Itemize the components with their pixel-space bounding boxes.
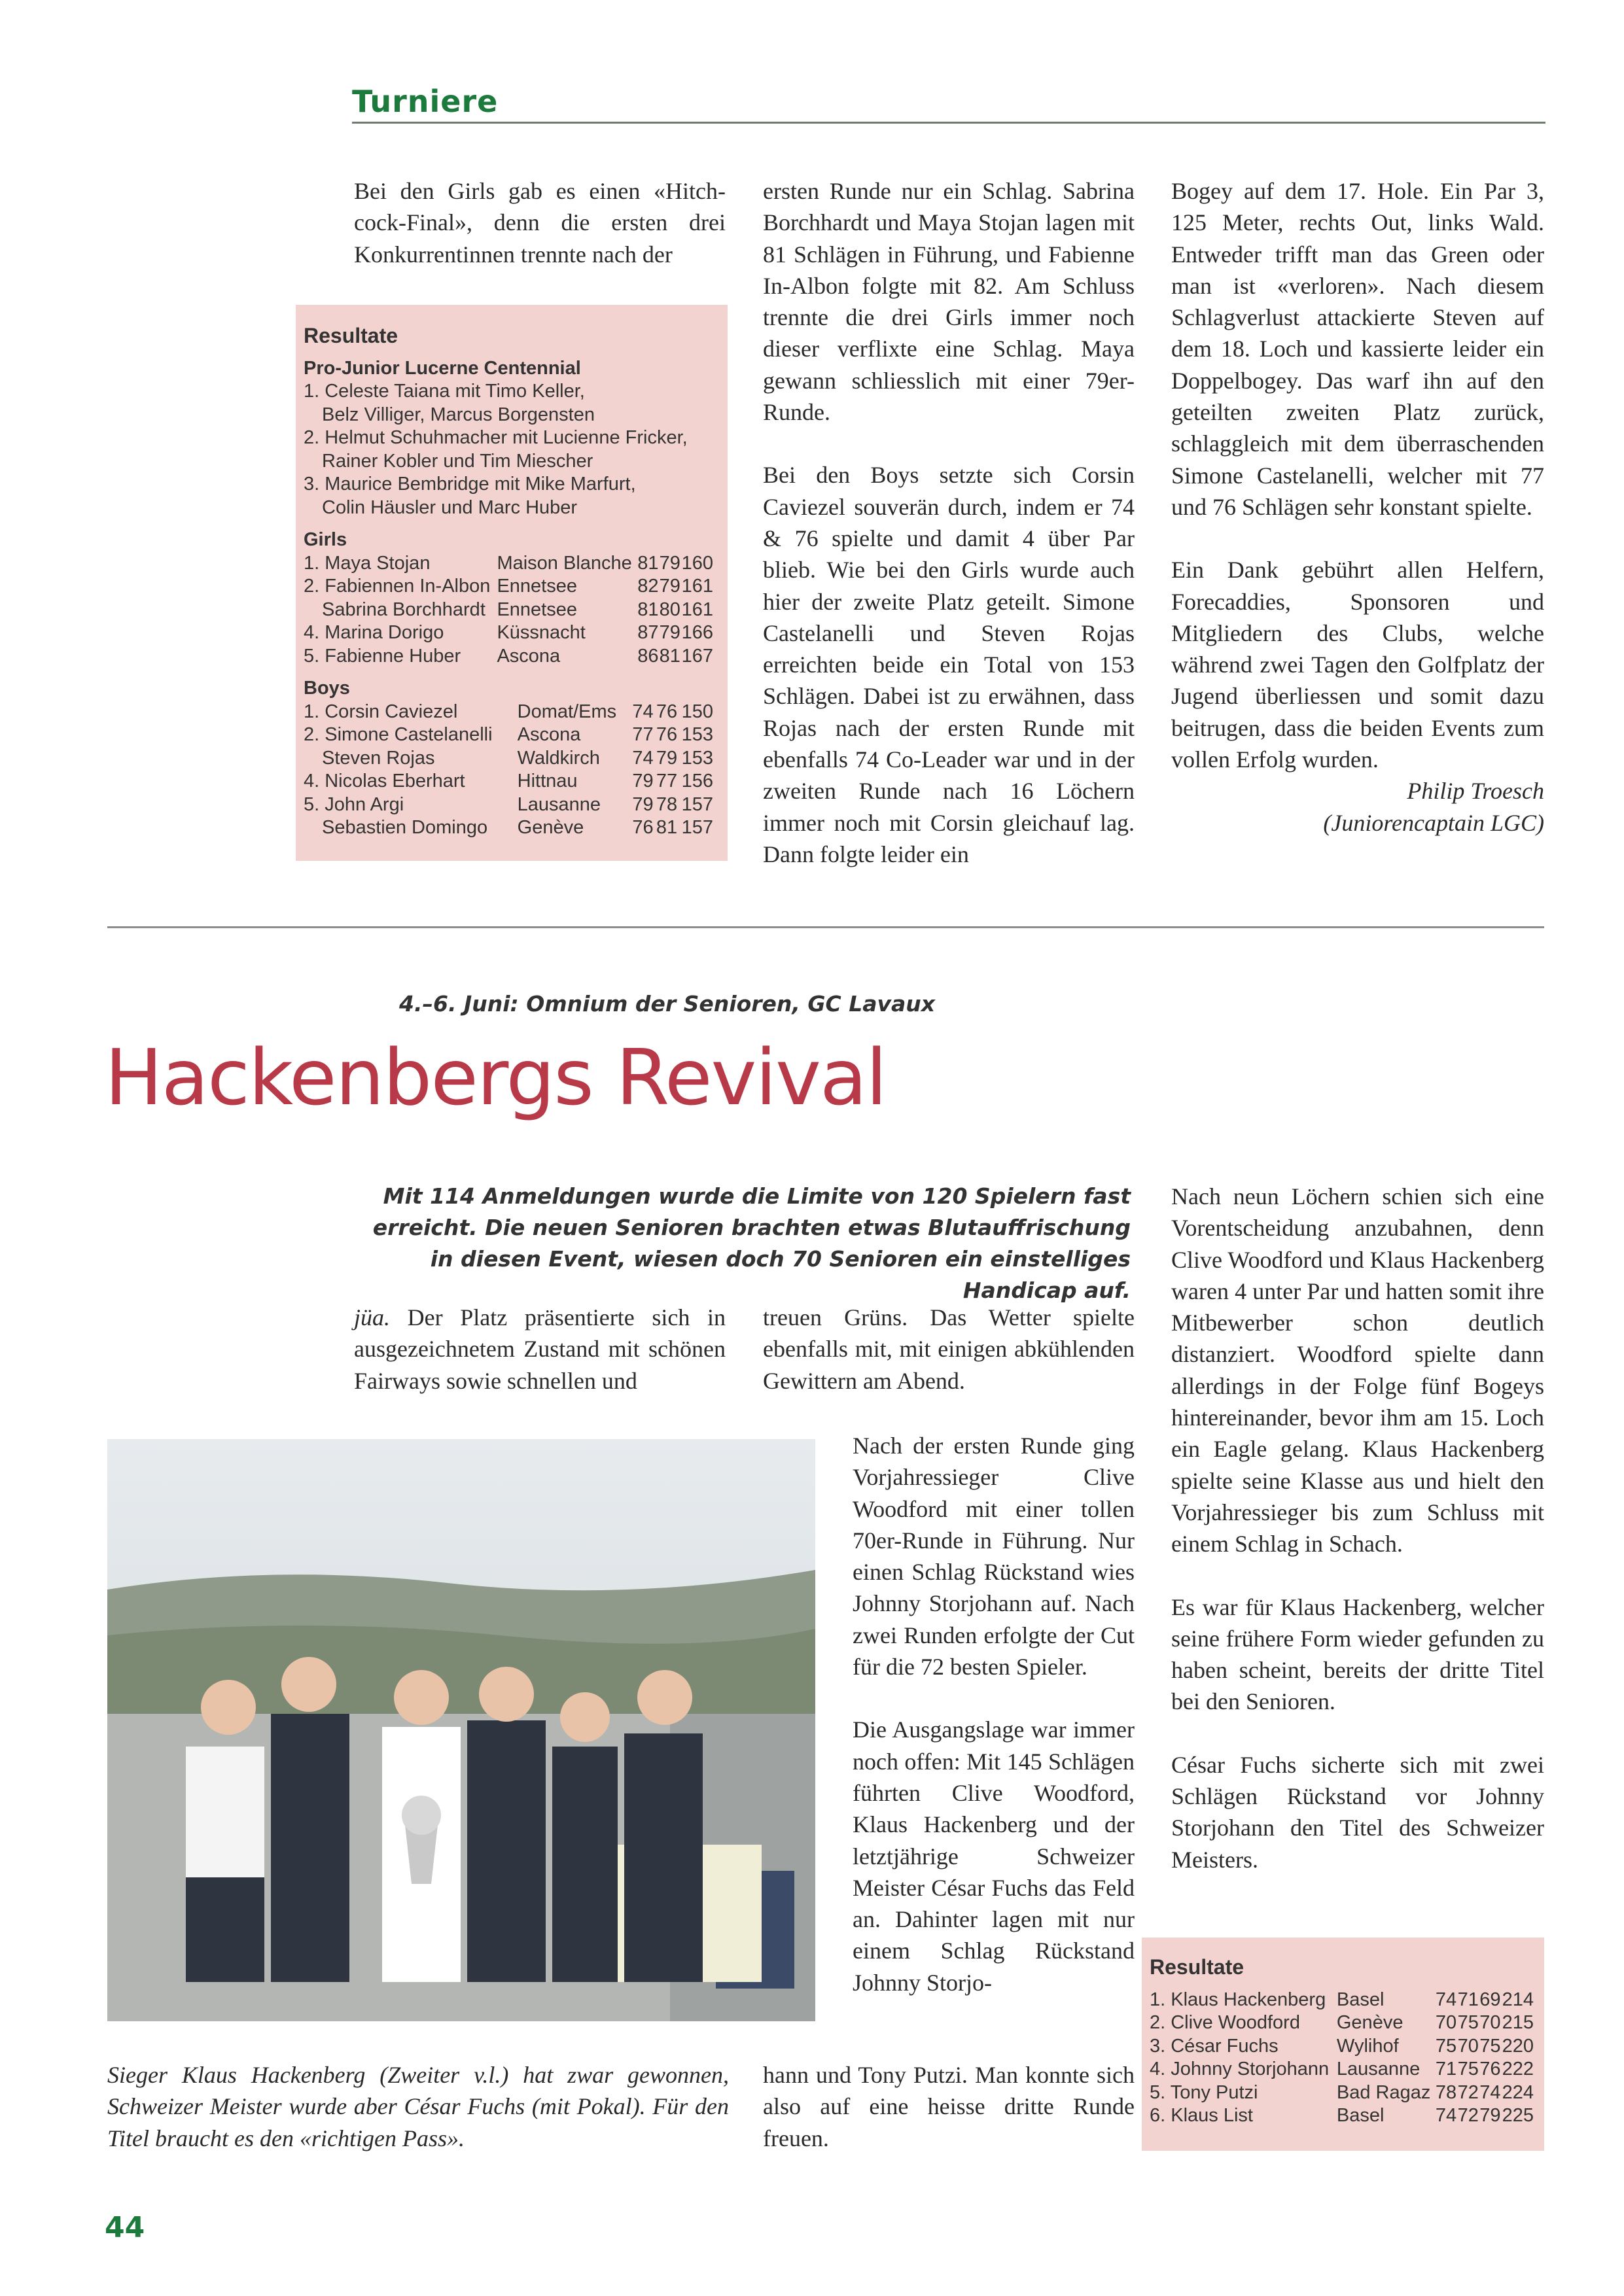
author-role: (Juniorencaptain LGC) xyxy=(1323,809,1544,836)
seniors-table xyxy=(1150,1989,1534,2128)
winners-photo xyxy=(107,1439,815,2021)
pro-junior-line: 2. Helmut Schuhmacher mit Lucienne Fricker, xyxy=(304,427,688,448)
results-cell-r1: 86 xyxy=(637,645,659,667)
results-cell-r1: 81 xyxy=(637,599,659,620)
section-rule xyxy=(352,122,1545,124)
results-cell-club: Ennetsee xyxy=(497,576,577,597)
results-cell-club: Genève xyxy=(517,817,584,838)
article2-col2-bottom xyxy=(763,2059,1135,2154)
results-row xyxy=(1150,2011,1534,2035)
results-cell-club: Genève xyxy=(1336,2012,1403,2033)
results-cell-club: Maison Blanche xyxy=(497,552,632,574)
results-cell-name: 1. Maya Stojan xyxy=(304,552,431,574)
paragraph: César Fuchs sicherte sich mit zwei Schlägen Rückstand vor Johnny Storjohann den Titel des Schweizer Meisters. xyxy=(1171,1751,1544,1873)
results-cell-r1: 70 xyxy=(1435,2012,1457,2033)
results-cell-r2: 72 xyxy=(1457,2105,1479,2126)
results-cell-r3: 69 xyxy=(1479,1989,1501,2010)
results-cell-r1: 75 xyxy=(1435,2035,1457,2057)
results-row xyxy=(304,645,713,669)
results-cell-r1: 81 xyxy=(637,552,659,574)
results-cell-name: 5. John Argi xyxy=(304,793,404,815)
results-row xyxy=(304,599,713,622)
results-cell-total: 150 xyxy=(681,701,713,722)
results-cell-total: 225 xyxy=(1502,2105,1534,2126)
results-cell-r1: 74 xyxy=(1435,1989,1457,2010)
results-cell-club: Bad Ragaz xyxy=(1336,2081,1431,2103)
results-subheading: Boys xyxy=(304,678,350,699)
author-name: Philip Troesch xyxy=(1407,778,1544,805)
results-cell-r1: 87 xyxy=(637,622,659,643)
top-article-col2 xyxy=(763,175,1135,870)
results-cell-club: Domat/Ems xyxy=(517,701,617,722)
results-row xyxy=(304,552,713,576)
results-cell-club: Ascona xyxy=(517,724,581,745)
article2-col2-top xyxy=(763,1302,1135,1397)
author-initials: jüa. xyxy=(354,1304,391,1331)
results-cell-total: 220 xyxy=(1502,2035,1534,2057)
results-cell-r2: 81 xyxy=(656,817,678,838)
results-cell-r1: 76 xyxy=(632,817,654,838)
results-cell-r1: 74 xyxy=(1435,2105,1457,2126)
top-article-col3 xyxy=(1171,175,1544,839)
results-cell-total: 214 xyxy=(1502,1989,1534,2010)
results-cell-r2: 76 xyxy=(656,701,678,722)
results-cell-club: Basel xyxy=(1336,2105,1385,2126)
results-cell-r2: 78 xyxy=(656,793,678,815)
paragraph: Nach der ersten Runde ging Vorjahressieger Clive Woodford mit einer tollen 70er-Runde in Führung. Nur einen Schlag Rückstand wies Johnny Storjohann auf. Nach zwei Runden erfolgte der Cut für die 72 besten Spieler. xyxy=(853,1433,1135,1680)
pro-junior-line: Belz Villiger, Marcus Borgensten xyxy=(322,404,595,425)
results-cell-club: Ennetsee xyxy=(497,599,577,620)
results-cell-r3: 74 xyxy=(1479,2081,1501,2103)
article2-col3 xyxy=(1171,1181,1544,1875)
results-cell-name: 4. Johnny Storjohann xyxy=(1150,2059,1330,2079)
results-row xyxy=(304,816,713,840)
results-cell-name: 5. Tony Putzi xyxy=(1150,2081,1258,2103)
article-headline: Hackenbergs Revival xyxy=(105,1032,887,1122)
results-heading: Resultate xyxy=(1150,1955,1244,1979)
results-cell-r1: 74 xyxy=(632,747,654,769)
results-cell-total: 167 xyxy=(681,645,713,667)
results-cell-club: Küssnacht xyxy=(497,622,586,643)
top-article-col1 xyxy=(354,175,726,270)
pro-junior-line: 3. Maurice Bembridge mit Mike Marfurt, xyxy=(304,474,636,495)
paragraph: hann und Tony Putzi. Man konnte sich also auf eine heisse dritte Runde freuen. xyxy=(763,2062,1135,2151)
results-row xyxy=(304,621,713,645)
article2-col1 xyxy=(354,1302,726,1397)
results-cell-r3: 76 xyxy=(1479,2059,1501,2079)
results-cell-name: 4. Marina Dorigo xyxy=(304,622,444,643)
paragraph: Der Platz präsentierte sich in ausgezeichnetem Zustand mit schönen Fairways sowie schnellen und xyxy=(354,1304,726,1394)
results-subheading: Pro-Junior Lucerne Centennial xyxy=(304,357,581,379)
results-cell-r3: 70 xyxy=(1479,2012,1501,2033)
results-cell-name: Sebastien Domingo xyxy=(322,817,488,838)
results-cell-club: Waldkirch xyxy=(517,747,600,769)
results-row xyxy=(1150,2035,1534,2059)
results-cell-total: 153 xyxy=(681,724,713,745)
results-cell-total: 215 xyxy=(1502,2012,1534,2033)
results-cell-total: 222 xyxy=(1502,2059,1534,2079)
results-cell-r1: 78 xyxy=(1435,2081,1457,2103)
results-cell-club: Ascona xyxy=(497,645,561,667)
results-cell-r2: 81 xyxy=(659,645,680,667)
results-row xyxy=(304,723,713,747)
results-row xyxy=(1150,2104,1534,2128)
results-row xyxy=(304,575,713,599)
paragraph: Bei den Boys setzte sich Corsin Caviezel souverän durch, indem er 74 & 76 spielte und damit 4 über Par blieb. Wie bei den Girls wurde auch hier der zweite Platz geteilt. Simone Castelanelli und Steven Rojas erreichten beide ein Total von 153 Schlägen. Dabei ist zu erwähnen, dass Rojas nach der ersten Runde mit ebenfalls 74 Co-Leader war und in der zweiten Runde nach 16 Löchern immer noch mit Corsin gleichauf lag. Dann folgte leider ein xyxy=(763,462,1135,867)
results-box-bottom xyxy=(1142,1938,1544,2151)
results-cell-club: Lausanne xyxy=(1336,2059,1421,2079)
pro-junior-line: 1. Celeste Taiana mit Timo Keller, xyxy=(304,381,585,402)
results-cell-r2: 71 xyxy=(1457,1989,1479,2010)
results-row xyxy=(304,701,713,724)
results-cell-name: Steven Rojas xyxy=(322,747,435,769)
results-cell-name: 5. Fabienne Huber xyxy=(304,645,461,667)
paragraph: Nach neun Löchern schien sich eine Vorentscheidung anzubahnen, denn Clive Woodford und Klaus Hackenberg waren 4 unter Par und hatten somit ihre Mitbewerber schon deutlich distanziert. Woodford spielte dann allerdings in der Folge fünf Bogeys hintereinander, bevor ihm am 15. Loch ein Eagle gelang. Klaus Hackenberg spielte seine Klasse aus und hielt den Vorjahressieger bis zum Schluss mit einem Schlag in Schach. xyxy=(1171,1183,1544,1557)
results-cell-r3: 79 xyxy=(1479,2105,1501,2126)
results-row xyxy=(304,793,713,817)
results-cell-total: 160 xyxy=(681,552,713,574)
results-cell-r2: 70 xyxy=(1457,2035,1479,2057)
paragraph: Bogey auf dem 17. Hole. Ein Par 3, 125 Meter, rechts Out, links Wald. Entweder trifft man das Green oder man ist «verloren». Nach diesem Schlagverlust attackierte Steven auf dem 18. Loch und kassierte leider ein Doppelbogey. Das warf ihn auf den geteilten zweiten Platz zurück, schlaggleich mit dem überraschenden Simone Castelanelli, welcher mit 77 und 76 Schlägen sehr konstant spielte. xyxy=(1171,178,1544,520)
results-cell-club: Wylihof xyxy=(1336,2035,1399,2057)
results-row xyxy=(304,770,713,793)
results-cell-r1: 79 xyxy=(632,793,654,815)
results-cell-total: 153 xyxy=(681,747,713,769)
results-row xyxy=(1150,2058,1534,2081)
results-cell-r2: 76 xyxy=(656,724,678,745)
results-subheading: Girls xyxy=(304,529,347,550)
boys-table xyxy=(304,701,713,840)
results-cell-r1: 77 xyxy=(632,724,654,745)
results-row xyxy=(304,747,713,771)
results-cell-name: 2. Fabiennen In-Albon xyxy=(304,576,491,597)
results-cell-r2: 79 xyxy=(659,576,680,597)
paragraph: ersten Runde nur ein Schlag. Sabrina Borchhardt und Maya Stojan lagen mit 81 Schlägen in Führung, und Fabienne In-Albon folgte mit 82. Am Schluss trennte die drei Girls immer noch dieser verflixte eine Schlag. Maya gewann schliesslich mit einer 79er-Runde. xyxy=(763,178,1135,426)
photo-caption: Sieger Klaus Hackenberg (Zweiter v.l.) hat zwar gewonnen, Schweizer Meister wurde aber César Fuchs (mit Pokal). Für den Titel braucht es den «richtigen Pass». xyxy=(107,2062,729,2151)
results-cell-r2: 77 xyxy=(656,771,678,791)
results-cell-name: 1. Klaus Hackenberg xyxy=(1150,1989,1326,2010)
results-box-top xyxy=(296,305,728,861)
section-title: Turniere xyxy=(352,84,499,119)
results-cell-name: Sabrina Borchhardt xyxy=(322,599,485,620)
results-cell-total: 157 xyxy=(681,817,713,838)
results-cell-r1: 74 xyxy=(632,701,654,722)
paragraph: Ein Dank gebührt allen Helfern, Forecaddies, Sponsoren und Mitgliedern des Clubs, welche während zwei Tagen den Golfplatz der Jugend überliessen und somit dazu beitrugen, dass die beiden Events zum vollen Erfolg wurden. xyxy=(1171,557,1544,773)
results-cell-club: Lausanne xyxy=(517,793,601,815)
results-row xyxy=(1150,1989,1534,2012)
article-lead: Mit 114 Anmeldungen wurde die Limite von 120 Spielern fast erreicht. Die neuen Senioren brachten etwas Blutauffrischung in diesen Event, wiesen doch 70 Senioren ein einstelliges Handicap auf. xyxy=(372,1183,1131,1303)
results-cell-r1: 71 xyxy=(1435,2059,1457,2079)
results-cell-r2: 79 xyxy=(656,747,678,769)
results-cell-total: 157 xyxy=(681,793,713,815)
results-cell-r2: 75 xyxy=(1457,2059,1479,2079)
article-kicker: 4.–6. Juni: Omnium der Senioren, GC Lavaux xyxy=(399,991,936,1017)
results-cell-r2: 80 xyxy=(659,599,680,620)
results-cell-r1: 82 xyxy=(637,576,659,597)
results-cell-name: 4. Nicolas Eberhart xyxy=(304,771,465,791)
results-cell-r2: 79 xyxy=(659,622,680,643)
paragraph: Bei den Girls gab es einen «Hitch-cock-Final», denn die ersten drei Konkurrentinnen trennte nach der xyxy=(354,178,726,268)
results-cell-r2: 75 xyxy=(1457,2012,1479,2033)
page-number: 44 xyxy=(105,2211,145,2244)
results-heading: Resultate xyxy=(304,324,398,347)
results-cell-r3: 75 xyxy=(1479,2035,1501,2057)
results-cell-total: 161 xyxy=(681,599,713,620)
results-cell-name: 3. César Fuchs xyxy=(1150,2035,1279,2057)
results-cell-total: 224 xyxy=(1502,2081,1534,2103)
article2-col2-wrap xyxy=(853,1430,1135,1998)
paragraph: Es war für Klaus Hackenberg, welcher seine frühere Form wieder gefunden zu haben scheint, bereits der dritte Titel bei den Senioren. xyxy=(1171,1593,1544,1715)
results-cell-name: 2. Simone Castelanelli xyxy=(304,724,493,745)
pro-junior-line: Rainer Kobler und Tim Miescher xyxy=(322,450,593,472)
results-cell-name: 6. Klaus List xyxy=(1150,2105,1253,2126)
results-cell-r1: 79 xyxy=(632,771,654,791)
paragraph: treuen Grüns. Das Wetter spielte ebenfalls mit, mit einigen abkühlenden Gewittern am Abend. xyxy=(763,1304,1135,1394)
results-cell-club: Basel xyxy=(1336,1989,1385,2010)
results-cell-total: 161 xyxy=(681,576,713,597)
results-cell-total: 156 xyxy=(681,771,713,791)
results-row xyxy=(1150,2081,1534,2105)
pro-junior-line: Colin Häusler und Marc Huber xyxy=(322,496,578,518)
results-cell-total: 166 xyxy=(681,622,713,643)
results-cell-r2: 79 xyxy=(659,552,680,574)
paragraph: Die Ausgangslage war immer noch offen: Mit 145 Schlägen führten Clive Woodford, Klaus Hackenberg und der letztjährige Schweizer Meister César Fuchs das Feld an. Dahinter lagen mit nur einem Schlag Rückstand Johnny Storjo- xyxy=(853,1716,1135,1996)
girls-table xyxy=(304,552,713,669)
article-divider xyxy=(107,926,1544,928)
results-cell-r2: 72 xyxy=(1457,2081,1479,2103)
results-cell-name: 2. Clive Woodford xyxy=(1150,2012,1300,2033)
results-cell-name: 1. Corsin Caviezel xyxy=(304,701,458,722)
results-cell-club: Hittnau xyxy=(517,771,578,791)
